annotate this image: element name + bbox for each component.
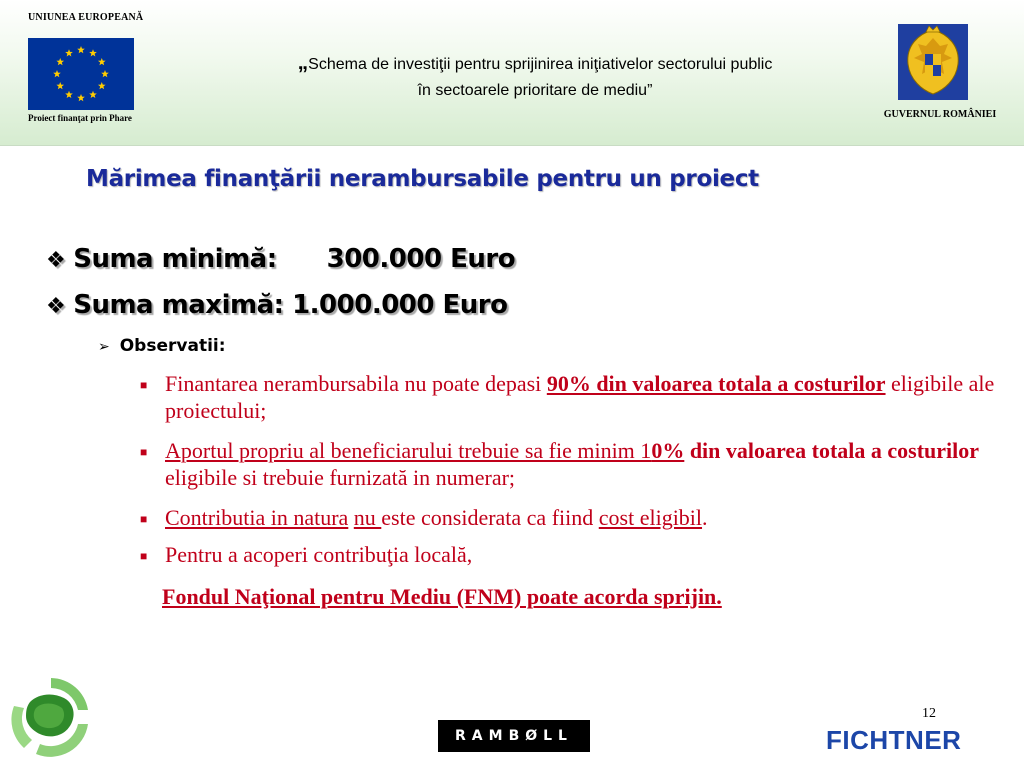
square-bullet-icon: ■ (140, 549, 148, 563)
eu-funding-note: Proiect finanţat prin Phare (28, 113, 132, 123)
quote-open: „ (297, 51, 309, 74)
min-amount-line (46, 244, 515, 274)
program-title-line2: în sectoarele prioritare de mediu” (417, 82, 653, 99)
min-amount-value: 300.000 Euro (326, 244, 516, 274)
government-label: GUVERNUL ROMÂNIEI (883, 109, 997, 120)
list-item (140, 541, 1010, 568)
diamond-bullet-icon: ❖ (46, 248, 66, 273)
fichtner-logo: FICHTNER (826, 725, 962, 755)
observations-label: Observatii: (119, 336, 226, 356)
item2-percent: 0% (651, 438, 685, 463)
slide-header (0, 0, 1024, 146)
eu-label: UNIUNEA EUROPEANĂ (28, 12, 144, 23)
square-bullet-icon: ■ (140, 512, 148, 526)
list-item (140, 504, 1010, 531)
item4-text: Pentru a acoperi contribuţia locală, (165, 542, 473, 567)
item3-text: este considerata ca fiind (381, 505, 599, 530)
program-title (190, 50, 880, 104)
item2-text: Aportul propriu al beneficiarului trebuie sa fie minim 1 (165, 438, 652, 463)
item3-not: nu (353, 505, 382, 530)
fnm-note: Fondul Naţional pentru Mediu (FNM) poate acorda sprijin. (162, 584, 722, 609)
item1-text-end: eligibile ale proiectului; (165, 371, 995, 423)
ramboll-logo: RAMBØLL (438, 720, 590, 752)
item1-emphasis: 90% din valoarea totala a costurilor (546, 371, 886, 396)
program-title-line1: Schema de investiţii pentru sprijinirea iniţiativelor sectorului public (308, 56, 773, 73)
min-amount-label: Suma minimă: (73, 244, 277, 274)
item1-text: Finantarea nerambursabila nu poate depasi (165, 371, 547, 396)
item2-text-end: eligibile si trebuie furnizată in numerar; (165, 465, 516, 490)
list-item (140, 437, 1010, 491)
eu-flag-icon (28, 38, 134, 110)
arrow-bullet-icon: ➢ (98, 339, 110, 355)
page-number: 12 (922, 706, 936, 721)
max-amount-line (46, 290, 507, 320)
max-amount-label: Suma maximă: (73, 290, 284, 320)
diamond-bullet-icon: ❖ (46, 294, 66, 319)
item3-period: . (702, 505, 708, 530)
item3-eligible-cost: cost eligibil (598, 505, 703, 530)
list-item (140, 370, 1010, 424)
square-bullet-icon: ■ (140, 378, 148, 392)
square-bullet-icon: ■ (140, 445, 148, 459)
recycling-romania-logo-icon (6, 672, 96, 762)
item2-emphasis: din valoarea totala a costurilor (684, 438, 980, 463)
slide-title: Mărimea finanţării nerambursabile pentru un proiect (86, 166, 759, 192)
observations-heading (98, 336, 226, 356)
item3-in-kind: Contributia in natura (165, 505, 349, 530)
romania-coat-of-arms-icon (898, 24, 968, 100)
max-amount-value: 1.000.000 Euro (292, 290, 508, 320)
